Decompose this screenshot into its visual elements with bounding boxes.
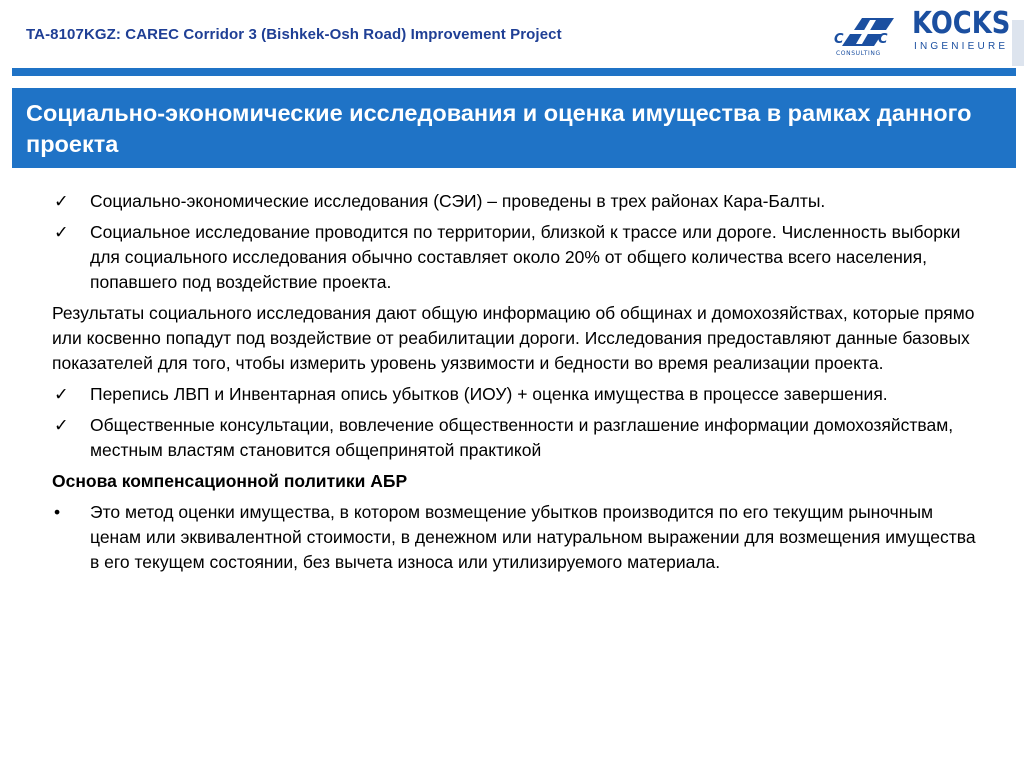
slide-title-banner [12,88,1016,168]
results-paragraph: Результаты социального исследования дают общую информацию об общинах и домохозяйствах, которые прямо или косвенно попадут под воздействие от реабилитации дороги. Исследования предоставляют данные базовых показателей для того, чтобы измерить уровень уязвимости и бедности во время реализации проекта. [52,303,975,373]
cac-consulting-logo [832,14,898,58]
checklist-item [52,220,982,295]
bullet-icon: • [54,502,61,522]
svg-text:C: C [878,32,888,47]
svg-text:C: C [834,32,844,47]
checkmark-icon: ✓ [54,415,69,435]
checklist-item [52,189,982,214]
item-text: Общественные консультации, вовлечение общественности и разглашение информации домохозяйствам, местным властям становится общепринятой практикой [90,415,954,460]
section-heading: Основа компенсационной политики АБР [52,471,408,491]
checkmark-icon: ✓ [54,222,69,242]
item-text: Перепись ЛВП и Инвентарная опись убытков (ИОУ) + оценка имущества в процессе завершения. [90,384,888,404]
item-text: Социально-экономические исследования (СЭИ) – проведены в трех районах Кара-Балты. [90,191,826,211]
checkmark-icon: ✓ [54,191,69,211]
kocks-logo-subtext: INGENIEURE [914,41,1009,52]
header-divider-bar [12,68,1016,76]
checkmark-icon: ✓ [54,384,69,404]
slide-content [52,189,982,581]
bullet-item [52,500,982,575]
edge-decoration [1012,20,1024,66]
checklist-item [52,382,982,407]
item-text: Социальное исследование проводится по территории, близкой к трассе или дороге. Численность выборки для социального исследования обычно составляет около 20% от общего количества всего населения, попавшего под воздействие проекта. [90,222,961,292]
item-text: Это метод оценки имущества, в котором возмещение убытков производится по его текущим рыночным ценам или эквивалентной стоимости, в денежном или натуральном выражении для возмещения имущества в его текущем состоянии, без вычета износа или утилизируемого материала. [90,502,976,572]
checklist-item [52,413,982,463]
project-title: TA-8107KGZ: CAREC Corridor 3 (Bishkek-Osh Road) Improvement Project [26,26,562,43]
svg-text:CONSULTING: CONSULTING [836,50,881,57]
slide-title: Социально-экономические исследования и оценка имущества в рамках данного проекта [26,100,972,157]
kocks-logo-text: KOCKS [912,6,1011,41]
